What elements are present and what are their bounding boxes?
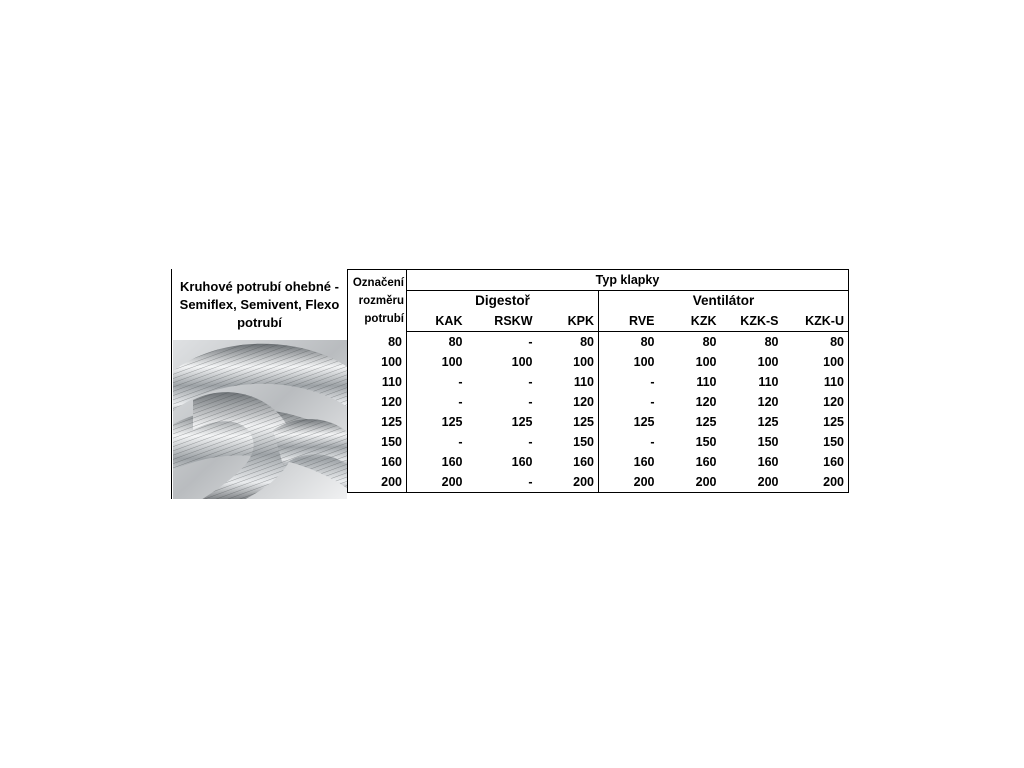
table-cell: 80 (599, 332, 659, 353)
table-cell: 100 (695, 355, 717, 369)
table-cell: - (528, 375, 533, 389)
table-row (348, 432, 849, 452)
table-cell: 200 (599, 472, 659, 493)
table-cell: - (599, 432, 659, 452)
table-cell: 100 (511, 355, 533, 369)
table-cell: 200 (721, 472, 783, 493)
table-cell: 80 (580, 335, 594, 349)
table-cell: 110 (696, 375, 717, 389)
product-title-line2: Semiflex, Semivent, Flexo (179, 296, 340, 312)
pipe-size-cell: 110 (348, 372, 407, 392)
header-row-groups (348, 291, 849, 312)
size-header (348, 270, 407, 332)
table-cell: 150 (573, 435, 594, 449)
table-cell: 160 (441, 455, 463, 469)
table-cell: 160 (573, 455, 594, 469)
size-header-line3: potrubí (364, 312, 404, 325)
table-row (348, 412, 849, 432)
group-ventilator: Ventilátor (599, 291, 849, 312)
table-cell: 120 (783, 392, 849, 412)
table-cell: - (528, 395, 533, 409)
table-cell: 125 (511, 415, 533, 429)
table-row (348, 392, 849, 412)
table-cell: - (458, 435, 463, 449)
table-cell: - (599, 372, 659, 392)
table-cell: 125 (441, 415, 463, 429)
table-cell: 200 (783, 472, 849, 493)
table-cell: 125 (783, 412, 849, 432)
document-panel (171, 269, 854, 499)
table-cell: 80 (448, 335, 463, 349)
column-header: RSKW (467, 311, 537, 332)
column-header: KZK (659, 311, 721, 332)
column-header: KZK-S (721, 311, 783, 332)
table-cell: 80 (764, 335, 779, 349)
product-panel (171, 269, 347, 499)
table-row (348, 472, 849, 493)
table-cell: 120 (757, 395, 779, 409)
table-cell: 125 (573, 415, 594, 429)
flexible-pipe-image (173, 340, 347, 499)
damper-type-header: Typ klapky (407, 270, 849, 291)
product-title-line3: potrubí (237, 314, 282, 330)
header-row-typ (348, 270, 849, 291)
table-cell: - (458, 395, 463, 409)
pipe-size-cell: 120 (348, 392, 407, 412)
product-title (172, 269, 347, 340)
pipe-size-cell: 200 (348, 472, 407, 493)
table-cell: 160 (695, 455, 717, 469)
table-cell: 125 (599, 412, 659, 432)
table-cell: 160 (757, 455, 779, 469)
table-cell: 120 (573, 395, 594, 409)
table-cell: - (458, 375, 463, 389)
pipe-size-cell: 160 (348, 452, 407, 472)
table-cell: 100 (783, 352, 849, 372)
table-cell: 100 (441, 355, 463, 369)
table-cell: 200 (659, 472, 721, 493)
column-header: KPK (537, 311, 599, 332)
table-cell: - (599, 392, 659, 412)
table-cell: 150 (757, 435, 779, 449)
column-header: RVE (599, 311, 659, 332)
table-cell: - (467, 472, 537, 493)
table-row (348, 452, 849, 472)
table-cell: 80 (783, 332, 849, 353)
table-cell: 110 (758, 375, 779, 389)
header-row-columns (348, 311, 849, 332)
table-cell: 160 (511, 455, 533, 469)
table-cell: 150 (695, 435, 717, 449)
table-cell: 200 (537, 472, 599, 493)
pipe-size-cell: 80 (348, 332, 407, 353)
group-digestor: Digestoř (407, 291, 599, 312)
table-cell: 100 (599, 352, 659, 372)
table-cell: 110 (783, 372, 849, 392)
table-cell: 120 (695, 395, 717, 409)
table-row (348, 372, 849, 392)
column-header: KAK (407, 311, 467, 332)
product-title-line1: Kruhové potrubí ohebné - (180, 278, 339, 294)
table-cell: 160 (599, 452, 659, 472)
table-cell: 100 (573, 355, 594, 369)
table-cell: - (528, 435, 533, 449)
table-cell: 160 (783, 452, 849, 472)
pipe-size-cell: 100 (348, 352, 407, 372)
table-cell: 125 (695, 415, 717, 429)
table-cell: - (528, 335, 533, 349)
size-header-line1: Označení (352, 276, 404, 289)
pipe-size-cell: 150 (348, 432, 407, 452)
table-row (348, 352, 849, 372)
table-row (348, 332, 849, 353)
table-cell: 150 (783, 432, 849, 452)
size-header-line2: rozměru (358, 294, 404, 307)
damper-size-table (347, 269, 849, 493)
column-header: KZK-U (783, 311, 849, 332)
table-cell: 200 (407, 472, 467, 493)
pipe-size-cell: 125 (348, 412, 407, 432)
table-cell: 100 (757, 355, 779, 369)
table-cell: 80 (702, 335, 717, 349)
table-cell: 110 (573, 375, 594, 389)
table-cell: 125 (757, 415, 779, 429)
